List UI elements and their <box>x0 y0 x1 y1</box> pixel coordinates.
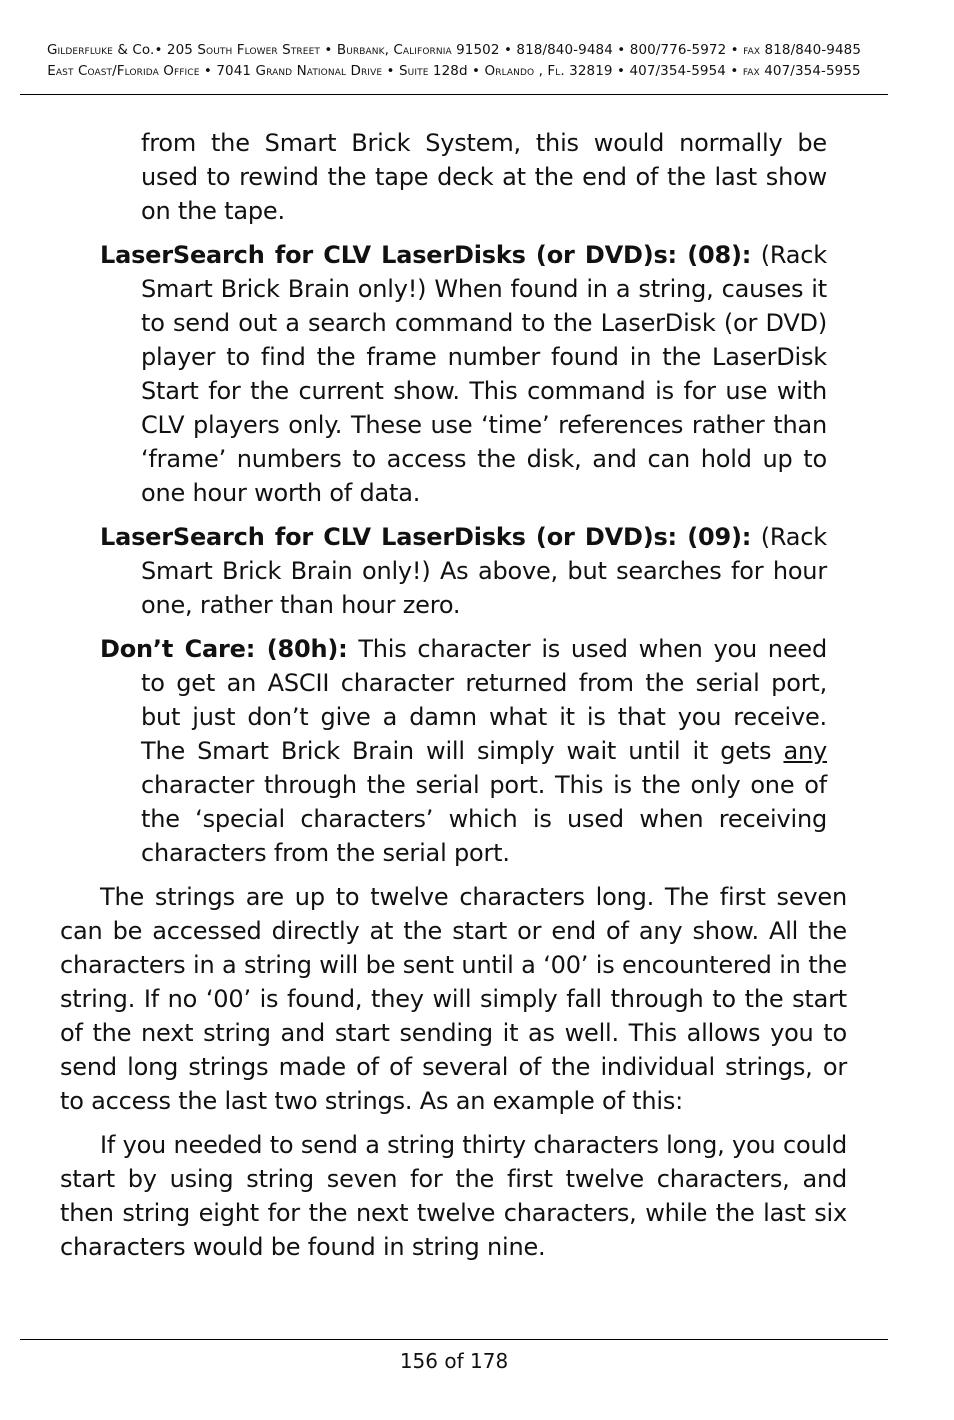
page-header <box>20 40 888 82</box>
fax-number: 818/840-9485 <box>764 42 862 58</box>
definition-text: This character is used when you need to get an ASCII character returned from the serial port, but just don’t give a damn what it is that you receive. The Smart Brick Brain will simply wait until it gets <box>141 635 827 765</box>
suite-number: 128d • <box>432 63 481 79</box>
header-line-2 <box>20 61 888 82</box>
office-fax-label: fax <box>742 63 760 79</box>
definition-text-end: character through the serial port. This is the only one of the ‘special characters’ which is used when receiving characters from the serial port. <box>141 771 827 867</box>
street-name: South Flower Street <box>197 42 320 58</box>
page-number: 156 of 178 <box>399 1349 509 1373</box>
office-street-number: • 7041 <box>203 63 252 79</box>
definition-term: LaserSearch for CLV LaserDisks (or DVD)s: (09): <box>100 523 752 551</box>
suite-label: Suite <box>399 63 429 79</box>
zip-and-phones: 91502 • 818/840-9484 • 800/776-5972 • <box>456 42 739 58</box>
continued-paragraph: from the Smart Brick System, this would normally be used to rewind the tape deck at the end of the last show on the tape. <box>141 129 827 225</box>
definition-item-09 <box>100 520 827 622</box>
office-name: East Coast/Florida Office <box>47 63 200 79</box>
footer-divider <box>20 1339 888 1340</box>
office-street: Grand National Drive <box>255 63 383 79</box>
definition-text: (Rack Smart Brick Brain only!) As above, but searches for hour one, rather than hour zero. <box>141 523 828 619</box>
office-city: Orlando , Fl. <box>484 63 565 79</box>
office-fax-number: 407/354-5955 <box>764 63 861 79</box>
header-divider <box>20 94 888 95</box>
suite-separator: • <box>386 63 395 79</box>
street-number: • 205 <box>154 42 193 58</box>
body-paragraph: If you needed to send a string thirty characters long, you could start by using string seven for the first twelve characters, and then string eight for the next twelve characters, while the last six characters would be found in string nine. <box>60 1131 847 1261</box>
city-name: Burbank, California <box>336 42 452 58</box>
definition-text: (Rack Smart Brick Brain only!) When found in a string, causes it to send out a search command to the LaserDisk (or DVD) player to find the frame number found in the LaserDisk Start for the current show. This command is for use with CLV players only. These use ‘time’ references rather than ‘frame’ numbers to access the disk, and can hold up to one hour worth of data. <box>141 241 828 507</box>
definition-term: LaserSearch for CLV LaserDisks (or DVD)s: (08): <box>100 241 752 269</box>
office-zip-phone: 32819 • 407/354-5954 • <box>569 63 739 79</box>
fax-label: fax <box>743 42 761 58</box>
company-name: Gilderfluke <box>46 42 113 58</box>
definition-term: Don’t Care: (80h): <box>100 635 348 663</box>
definition-item-80h <box>100 632 827 870</box>
page-body <box>60 126 847 1274</box>
body-paragraph: The strings are up to twelve characters long. The first seven can be accessed directly at the start or end of any show. All the characters in a string will be sent until a ‘00’ is encountered in the string. If no ‘00’ is found, they will simply fall through to the start of the next string and start sending it as well. This allows you to send long strings made of of several of the individual strings, or to access the last two strings. As an example of this: <box>60 883 847 1115</box>
definition-item-08 <box>100 238 827 510</box>
header-line-1 <box>20 40 888 61</box>
company-suffix: & Co. <box>117 42 155 58</box>
city-separator: • <box>324 42 333 58</box>
underlined-word: any <box>783 737 827 765</box>
